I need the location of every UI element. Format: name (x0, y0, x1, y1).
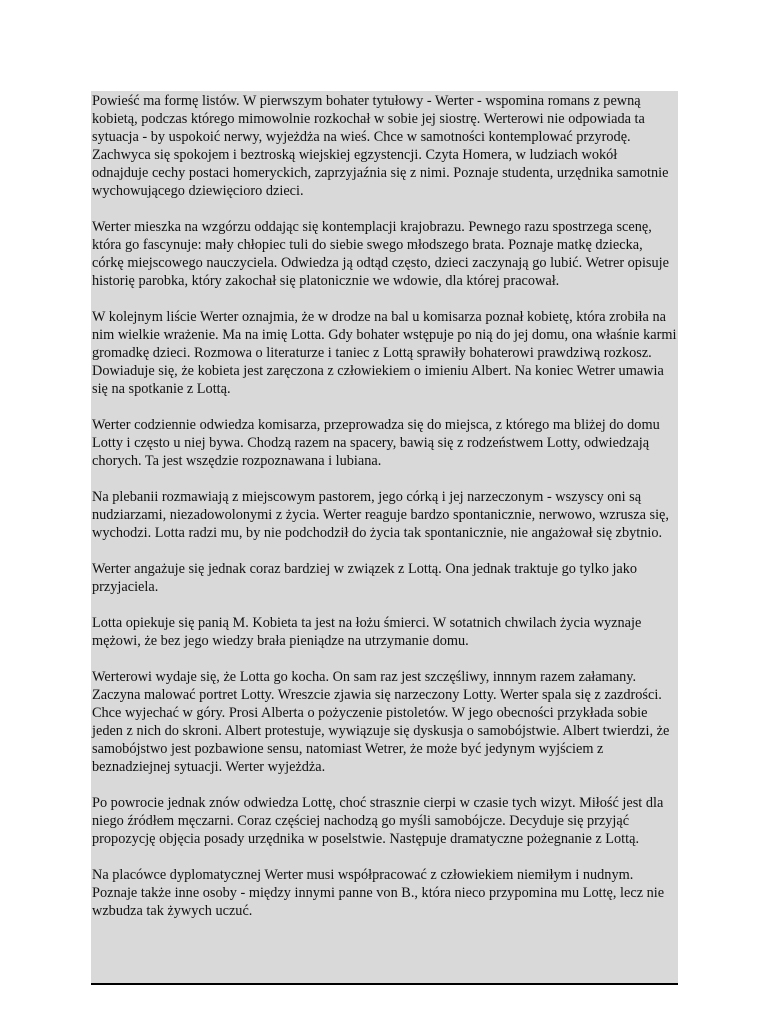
paragraph-10: Na placówce dyplomatycznej Werter musi współpracować z człowiekiem niemiłym i nudnym. Poznaje także inne osoby - między innymi panne von B., która nieco przypomina mu Lottę, lecz nie wzbudza tak żywych uczuć. (92, 867, 665, 919)
bottom-rule (91, 983, 678, 985)
paragraph-9: Po powrocie jednak znów odwiedza Lottę, choć strasznie cierpi w czasie tych wizyt. Miłość jest dla niego źródłem męczarni. Coraz częściej nachodzą go myśli samobójcze. Decyduje się przyjąć propozycję objęcia posady urzędnika w poselstwie. Następuje dramatyczne pożegnanie z Lottą. (92, 795, 664, 847)
text-block (91, 91, 678, 983)
paragraph-6: Werter angażuje się jednak coraz bardziej w związek z Lottą. Ona jednak traktuje go tylko jako przyjaciela. (92, 561, 638, 595)
paragraph-2: Werter mieszka na wzgórzu oddając się kontemplacji krajobrazu. Pewnego razu spostrzega scenę, która go fascynuje: mały chłopiec tuli do siebie swego młodszego brata. Poznaje matkę dziecka, córkę miejscowego nauczyciela. Odwiedza ją odtąd często, dzieci zaczynają go lubić. Wetrer opisuje historię parobka, który zakochał się platonicznie we wdowie, dla której pracował. (92, 219, 669, 289)
paragraph-1: Powieść ma formę listów. W pierwszym bohater tytułowy - Werter - wspomina romans z pewną kobietą, podczas którego mimowolnie rozkochał w sobie jej siostrę. Werterowi nie odpowiada ta sytuacja - by uspokoić nerwy, wyjeżdża na wieś. Chce w samotności kontemplować przyrodę. Zachwyca się spokojem i beztroską wiejskiej egzystencji. Czyta Homera, w ludziach wokół odnajduje cechy postaci homeryckich, zaprzyjaźnia się z nimi. Poznaje studenta, urzędnika samotnie wychowującego dziewięcioro dzieci. (92, 93, 669, 199)
paragraph-4: Werter codziennie odwiedza komisarza, przeprowadza się do miejsca, z którego ma bliżej do domu Lotty i często u niej bywa. Chodzą razem na spacery, bawią się z rodzeństwem Lotty, odwiedzają chorych. Ta jest wszędzie rozpoznawana i lubiana. (92, 417, 660, 469)
paragraph-5: Na plebanii rozmawiają z miejscowym pastorem, jego córką i jej narzeczonym - wszyscy oni są nudziarzami, niezadowolonymi z życia. Werter reaguje bardzo spontanicznie, nerwowo, wzrusza się, wychodzi. Lotta radzi mu, by nie podchodził do życia tak spontanicznie, nie angażował się zbytnio. (92, 489, 669, 541)
paragraph-3: W kolejnym liście Werter oznajmia, że w drodze na bal u komisarza poznał kobietę, która zrobiła na nim wielkie wrażenie. Ma na imię Lotta. Gdy bohater wstępuje po nią do jej domu, ona właśnie karmi gromadkę dzieci. Rozmowa o literaturze i taniec z Lottą sprawiły bohaterowi prawdziwą rozkosz. Dowiaduje się, że kobieta jest zaręczona z człowiekiem o imieniu Albert. Na koniec Wetrer umawia się na spotkanie z Lottą. (92, 309, 677, 397)
paragraph-8: Werterowi wydaje się, że Lotta go kocha. On sam raz jest szczęśliwy, innnym razem załamany. Zaczyna malować portret Lotty. Wreszcie zjawia się narzeczony Lotty. Werter spala się z zazdrości. Chce wyjechać w góry. Prosi Alberta o pożyczenie pistoletów. W jego obecności przykłada sobie jeden z nich do skroni. Albert protestuje, wywiązuje się dyskusja o samobójstwie. Albert twierdzi, że samobójstwo jest pozbawione sensu, natomiast Wetrer, że może być jedynym wyjściem z beznadziejnej sytuacji. Werter wyjeżdża. (92, 669, 670, 775)
paragraph-7: Lotta opiekuje się panią M. Kobieta ta jest na łożu śmierci. W sotatnich chwilach życia wyznaje mężowi, że bez jego wiedzy brała pieniądze na utrzymanie domu. (92, 615, 642, 649)
